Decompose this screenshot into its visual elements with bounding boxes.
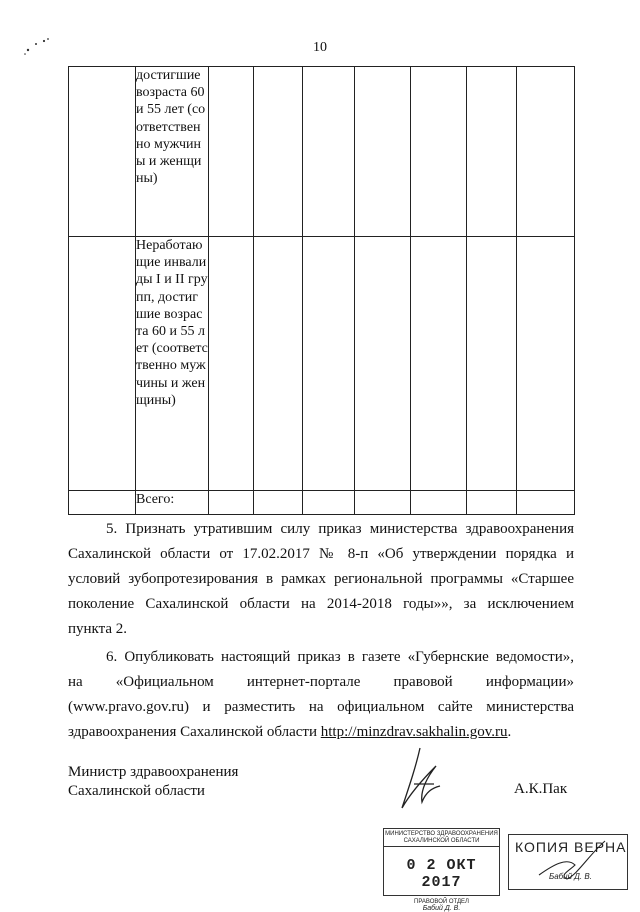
scan-specks: [22, 36, 62, 56]
stamp-department: ПРАВОВОЙ ОТДЕЛ: [414, 899, 469, 905]
table-row: [69, 237, 575, 491]
paragraph-line: условий зубопротезирования в рамках региональной программы «Старшее: [68, 571, 574, 587]
minister-name: А.К.Пак: [514, 781, 568, 797]
paragraph-line: на «Официальном интернет-портале правовой информации»: [68, 674, 574, 690]
row-label: Неработающие инвалиды I и II групп, достигшие возраста 60 и 55 лет (соответственно мужчины и женщины): [136, 237, 209, 491]
paragraph-line: 6. Опубликовать настоящий приказ в газете «Губернские ведомости»,: [106, 649, 574, 665]
paragraph-line: пункта 2.: [68, 621, 128, 637]
paragraph-line: поколение Сахалинской области на 2014-2018 годы»», за исключением: [68, 596, 574, 612]
minister-title: Министр здравоохранения Сахалинской области: [68, 764, 239, 799]
stamp-text: КОПИЯ ВЕРНА: [515, 839, 627, 855]
received-stamp: [383, 828, 500, 912]
paragraph-5: [68, 517, 574, 642]
stamp-header: МИНИСТЕРСТВО ЗДРАВООХРАНЕНИЯ САХАЛИНСКОЙ ОБЛАСТИ: [384, 831, 499, 847]
table-row-total: [69, 491, 575, 515]
stamp-person: Бабий Д. В.: [549, 872, 592, 881]
data-table: [68, 66, 575, 515]
stamp-person: Бабий Д. В.: [422, 905, 461, 912]
paragraph-line: (www.pravo.gov.ru) и разместить на официальном сайте министерства: [68, 699, 574, 715]
page-number: 10: [313, 40, 327, 55]
copy-certified-stamp: [508, 834, 628, 890]
table-row: [69, 67, 575, 237]
stamp-date: 0 2 ОКТ 2017: [406, 857, 477, 891]
paragraph-line: 5. Признать утратившим силу приказ министерства здравоохранения: [106, 521, 574, 537]
handwritten-signature: [392, 744, 452, 814]
paragraph-line: здравоохранения Сахалинской области http://minzdrav.sakhalin.gov.ru.: [68, 724, 512, 740]
row-label: достигшие возраста 60 и 55 лет (соответственно мужчины и женщины): [136, 67, 209, 237]
paragraph-6: [68, 645, 574, 745]
ministry-website-link[interactable]: http://minzdrav.sakhalin.gov.ru: [320, 724, 508, 740]
total-label: Всего:: [136, 491, 209, 515]
paragraph-line: Сахалинской области от 17.02.2017 № 8-п «Об утверждении порядка и: [68, 546, 574, 562]
